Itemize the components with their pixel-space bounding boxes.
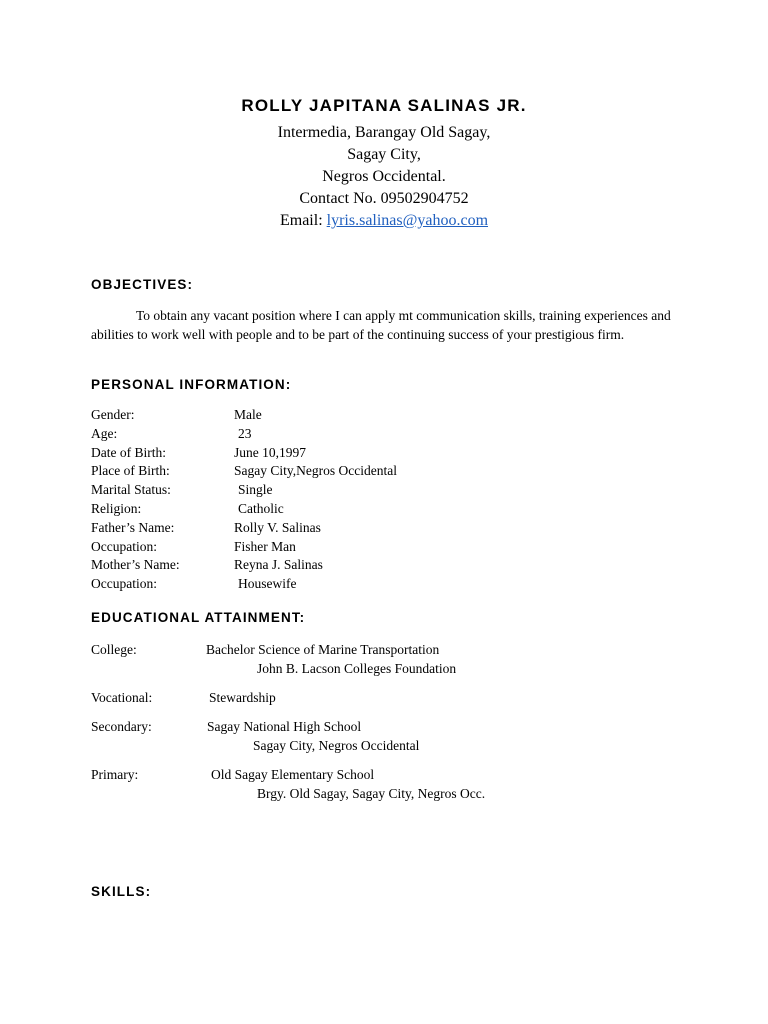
personal-info-label: Occupation: bbox=[91, 538, 157, 554]
education-school-name: Old Sagay Elementary School bbox=[211, 767, 375, 782]
personal-info-row bbox=[91, 425, 651, 444]
personal-info-label: Mother’s Name: bbox=[91, 557, 180, 573]
personal-info-label: Marital Status: bbox=[91, 482, 171, 498]
personal-info-value: Fisher Man bbox=[234, 538, 296, 554]
personal-info-label: Father’s Name: bbox=[91, 519, 175, 535]
personal-info-value: Sagay City,Negros Occidental bbox=[234, 463, 397, 479]
personal-info-value: June 10,1997 bbox=[234, 444, 306, 460]
personal-info-value: Reyna J. Salinas bbox=[234, 557, 323, 573]
objective-text: To obtain any vacant position where I can apply mt communication skills, training experiences and abilities to work well with people and to be part of the continuing success of your prestigious firm. bbox=[91, 308, 671, 342]
personal-info-label: Occupation: bbox=[91, 576, 157, 592]
personal-info-value: Male bbox=[234, 407, 262, 422]
personal-info-row bbox=[91, 500, 651, 519]
education-school-detail: Brgy. Old Sagay, Sagay City, Negros Occ. bbox=[257, 786, 486, 801]
personal-information-heading: PERSONAL INFORMATION: bbox=[91, 377, 292, 392]
education-level-label: College: bbox=[91, 642, 137, 657]
education-school-name: Sagay National High School bbox=[207, 719, 362, 734]
personal-info-value: Single bbox=[238, 482, 273, 498]
personal-info-row bbox=[91, 556, 651, 575]
skills-heading: SKILLS: bbox=[91, 884, 152, 899]
personal-info-label: Gender: bbox=[91, 407, 135, 422]
personal-info-row bbox=[91, 481, 651, 500]
education-school-name: Bachelor Science of Marine Transportation bbox=[206, 642, 440, 657]
education-school-detail: John B. Lacson Colleges Foundation bbox=[257, 661, 457, 676]
personal-info-row bbox=[91, 462, 651, 481]
education-level-label: Vocational: bbox=[91, 690, 153, 705]
email-label: Email: bbox=[279, 212, 323, 229]
personal-info-row bbox=[91, 519, 651, 538]
personal-info-row bbox=[91, 575, 651, 594]
resume-header bbox=[0, 96, 768, 232]
personal-info-row bbox=[91, 406, 651, 425]
personal-info-label: Age: bbox=[91, 425, 118, 441]
objectives-heading: OBJECTIVES: bbox=[91, 277, 194, 292]
personal-info-label: Religion: bbox=[91, 500, 142, 516]
education-level-label: Primary: bbox=[91, 767, 139, 782]
education-school-detail: Sagay City, Negros Occidental bbox=[253, 738, 420, 753]
email-line bbox=[0, 210, 768, 232]
address-line-1: Intermedia, Barangay Old Sagay, bbox=[277, 124, 491, 141]
educational-attainment-heading: EDUCATIONAL ATTAINMENT: bbox=[91, 610, 306, 625]
education-level-label: Secondary: bbox=[91, 719, 152, 734]
personal-info-label: Date of Birth: bbox=[91, 444, 166, 460]
personal-info-list bbox=[91, 406, 651, 594]
personal-info-value: 23 bbox=[238, 425, 252, 441]
address-line-2: Sagay City, bbox=[347, 146, 421, 163]
personal-info-label: Place of Birth: bbox=[91, 463, 170, 479]
personal-info-value: Rolly V. Salinas bbox=[234, 519, 321, 535]
email-link[interactable]: lyris.salinas@yahoo.com bbox=[326, 212, 489, 229]
personal-info-row bbox=[91, 538, 651, 557]
applicant-name: ROLLY JAPITANA SALINAS JR. bbox=[241, 96, 527, 115]
education-school-name: Stewardship bbox=[209, 690, 276, 705]
address-line-3: Negros Occidental. bbox=[322, 168, 446, 185]
contact-number: Contact No. 09502904752 bbox=[299, 190, 469, 207]
personal-info-value: Housewife bbox=[238, 576, 297, 592]
personal-info-row bbox=[91, 444, 651, 463]
personal-info-value: Catholic bbox=[238, 500, 284, 516]
